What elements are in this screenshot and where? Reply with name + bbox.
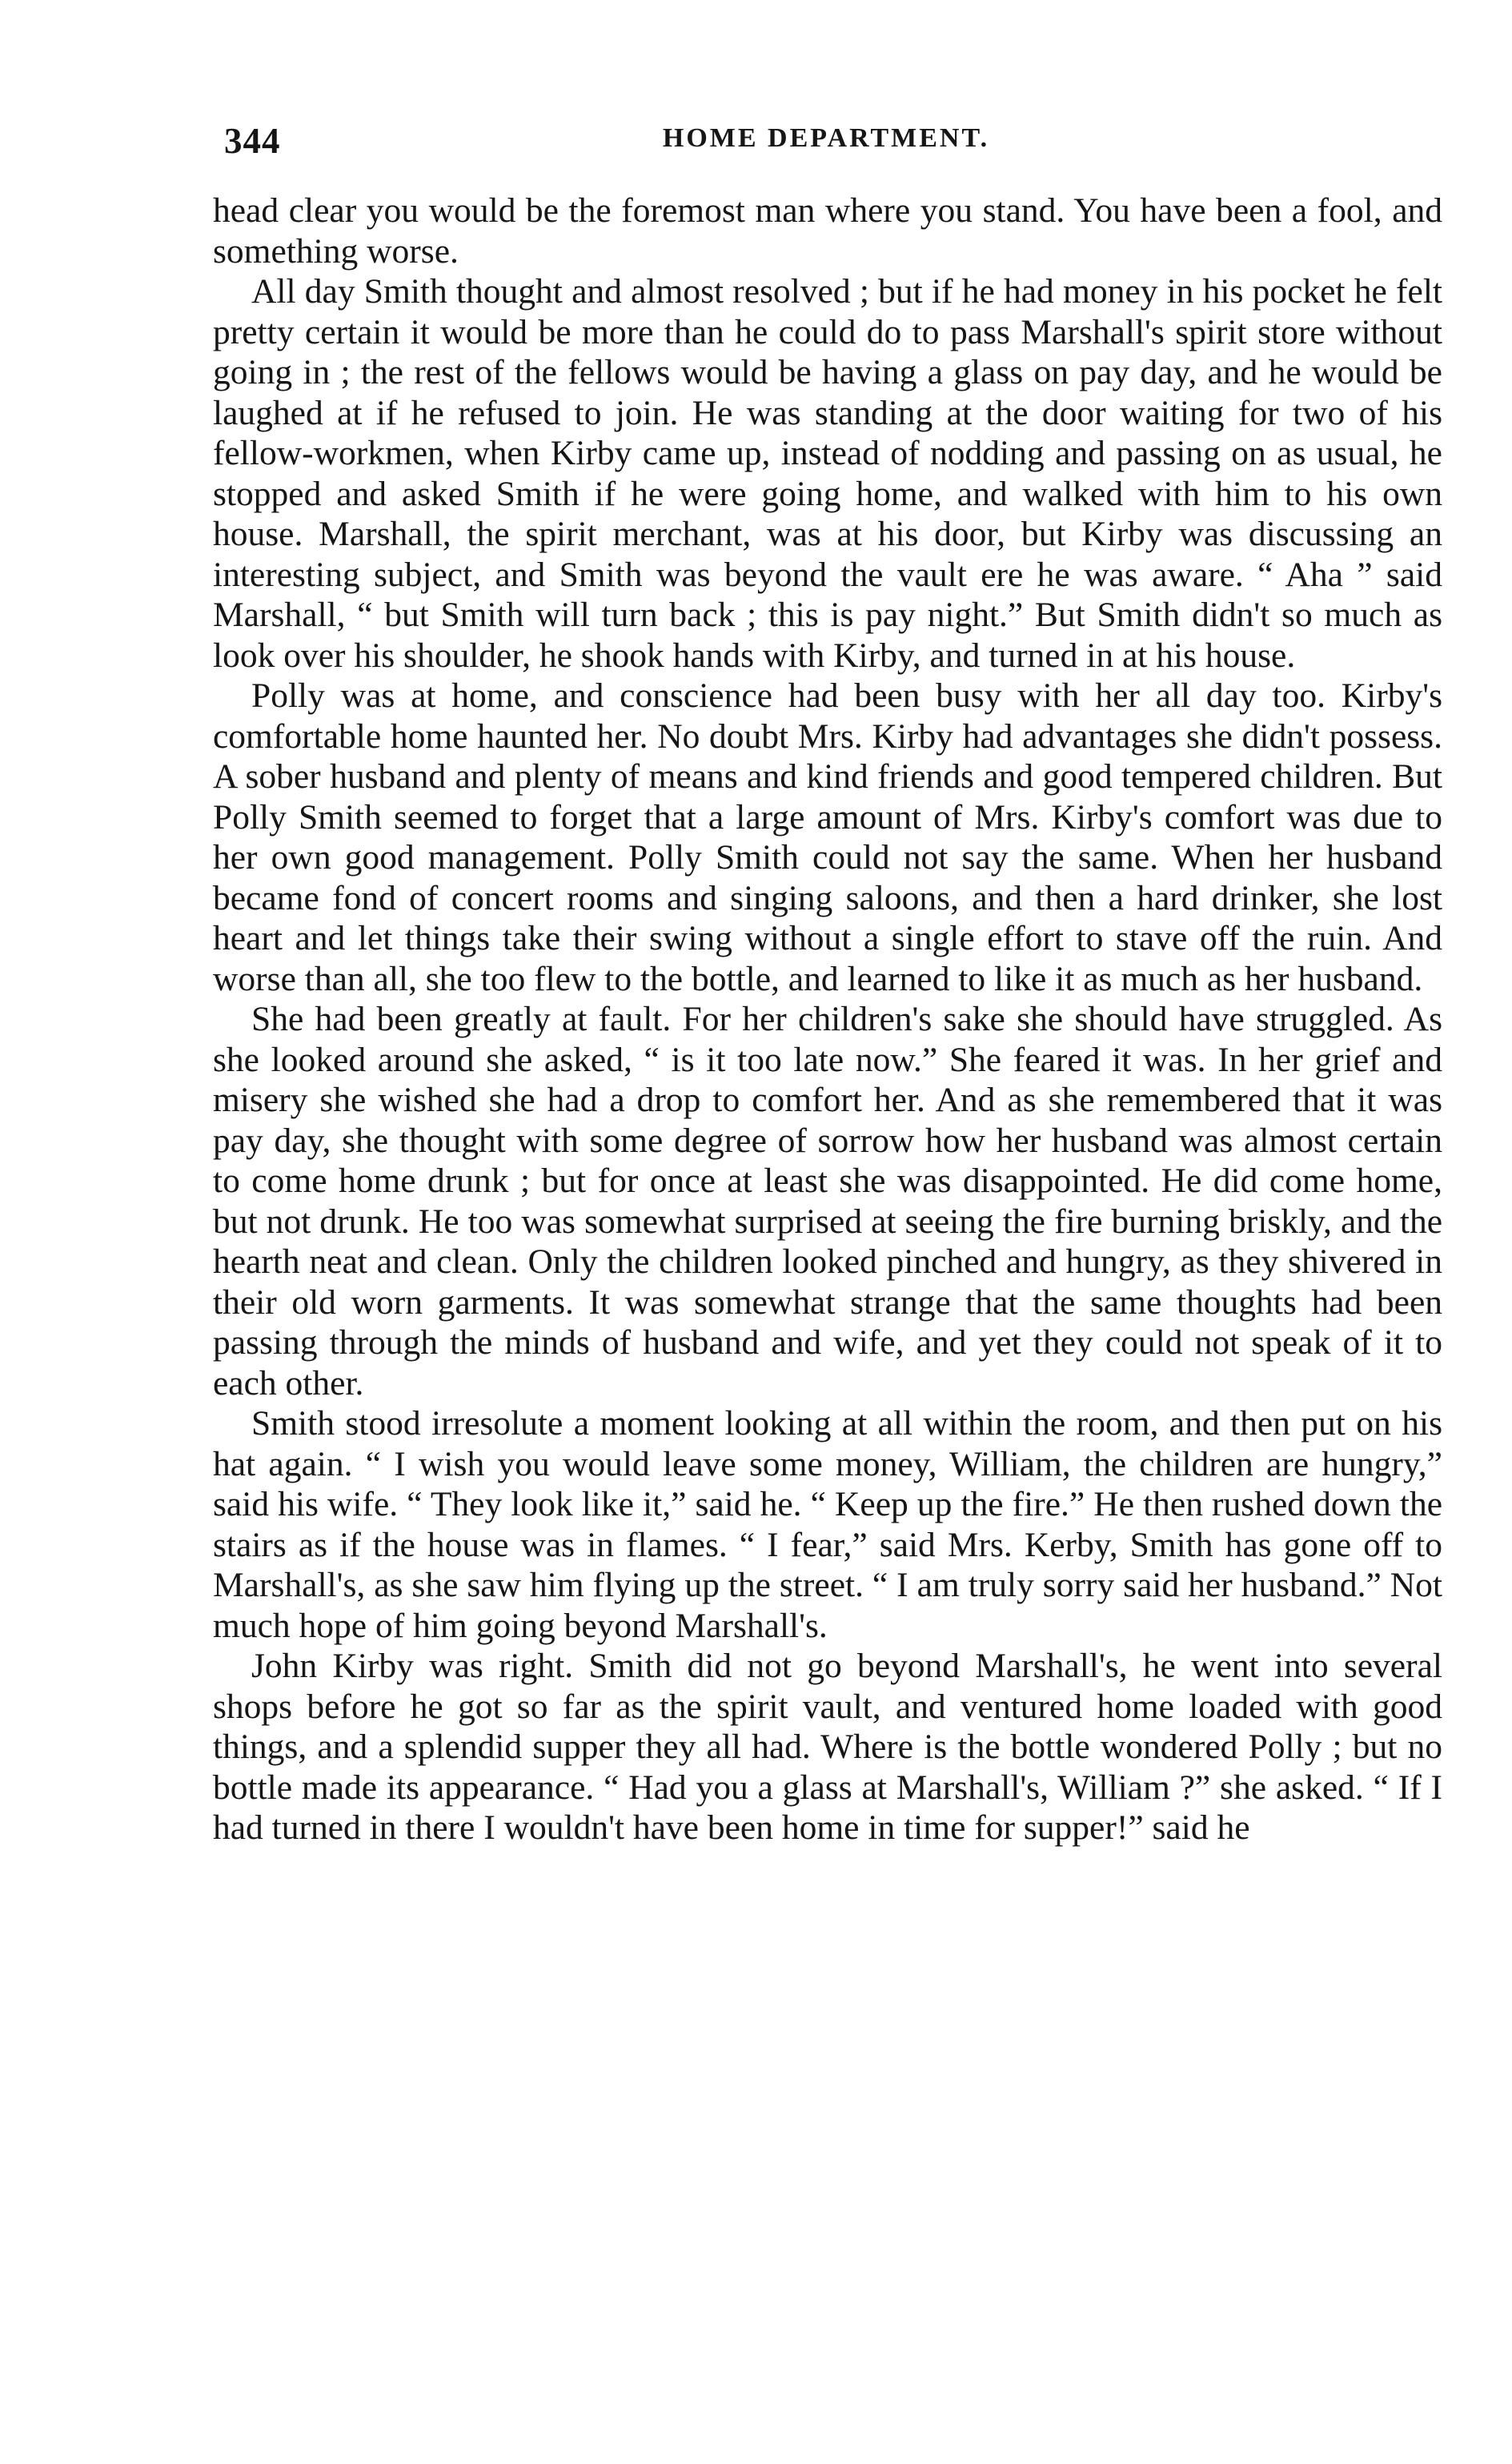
page-number: 344 <box>224 121 281 161</box>
paragraph-continued: head clear you would be the foremost man where you stand. You have been a fool, and something worse. <box>213 191 1442 271</box>
running-head <box>210 120 1442 168</box>
paragraph: Smith stood irresolute a moment looking at all within the room, and then put on his hat again. “ I wish you would leave some money, William, the children are hungry,” said his wife. “ They look like it,” said he. “ Keep up the fire.” He then rushed down the stairs as if the house was in flames. “ I fear,” said Mrs. Kerby, Smith has gone off to Marshall's, as she saw him flying up the street. “ I am truly sorry said her husband.” Not much hope of him going beyond Marshall's. <box>213 1404 1442 1645</box>
paragraph: John Kirby was right. Smith did not go beyond Marshall's, he went into several shops before he got so far as the spirit vault, and ventured home loaded with good things, and a splendid supper they all had. Where is the bottle wondered Polly ; but no bottle made its appearance. “ Had you a glass at Marshall's, William ?” she asked. “ If I had turned in there I wouldn't have been home in time for supper!” said he <box>213 1647 1442 1847</box>
body-text <box>213 191 1442 1848</box>
running-title: HOME DEPARTMENT. <box>662 123 990 153</box>
paragraph: She had been greatly at fault. For her children's sake she should have struggled. As she looked around she asked, “ is it too late now.” She feared it was. In her grief and misery she wished she had a drop to comfort her. And as she remembered that it was pay day, she thought with some degree of sorrow how her husband was almost certain to come home drunk ; but for once at least she was disappointed. He did come home, but not drunk. He too was somewhat surprised at seeing the fire burning briskly, and the hearth neat and clean. Only the children looked pinched and hungry, as they shivered in their old worn garments. It was somewhat strange that the same thoughts had been passing through the minds of husband and wife, and yet they could not speak of it to each other. <box>213 1000 1442 1403</box>
paragraph: Polly was at home, and conscience had been busy with her all day too. Kirby's comfortable home haunted her. No doubt Mrs. Kirby had advantages she didn't possess. A sober husband and plenty of means and kind friends and good tempered children. But Polly Smith seemed to forget that a large amount of Mrs. Kirby's comfort was due to her own good management. Polly Smith could not say the same. When her husband became fond of concert rooms and singing saloons, and then a hard drinker, she lost heart and let things take their swing without a single effort to stave off the ruin. And worse than all, she too flew to the bottle, and learned to like it as much as her husband. <box>213 676 1442 998</box>
paragraph: All day Smith thought and almost resolved ; but if he had money in his pocket he felt pretty certain it would be more than he could do to pass Marshall's spirit store without going in ; the rest of the fellows would be having a glass on pay day, and he would be laughed at if he refused to join. He was standing at the door waiting for two of his fellow-workmen, when Kirby came up, instead of nodding and passing on as usual, he stopped and asked Smith if he were going home, and walked with him to his own house. Marshall, the spirit merchant, was at his door, but Kirby was discussing an interesting subject, and Smith was beyond the vault ere he was aware. “ Aha ” said Marshall, “ but Smith will turn back ; this is pay night.” But Smith didn't so much as look over his shoulder, he shook hands with Kirby, and turned in at his house. <box>213 272 1442 675</box>
